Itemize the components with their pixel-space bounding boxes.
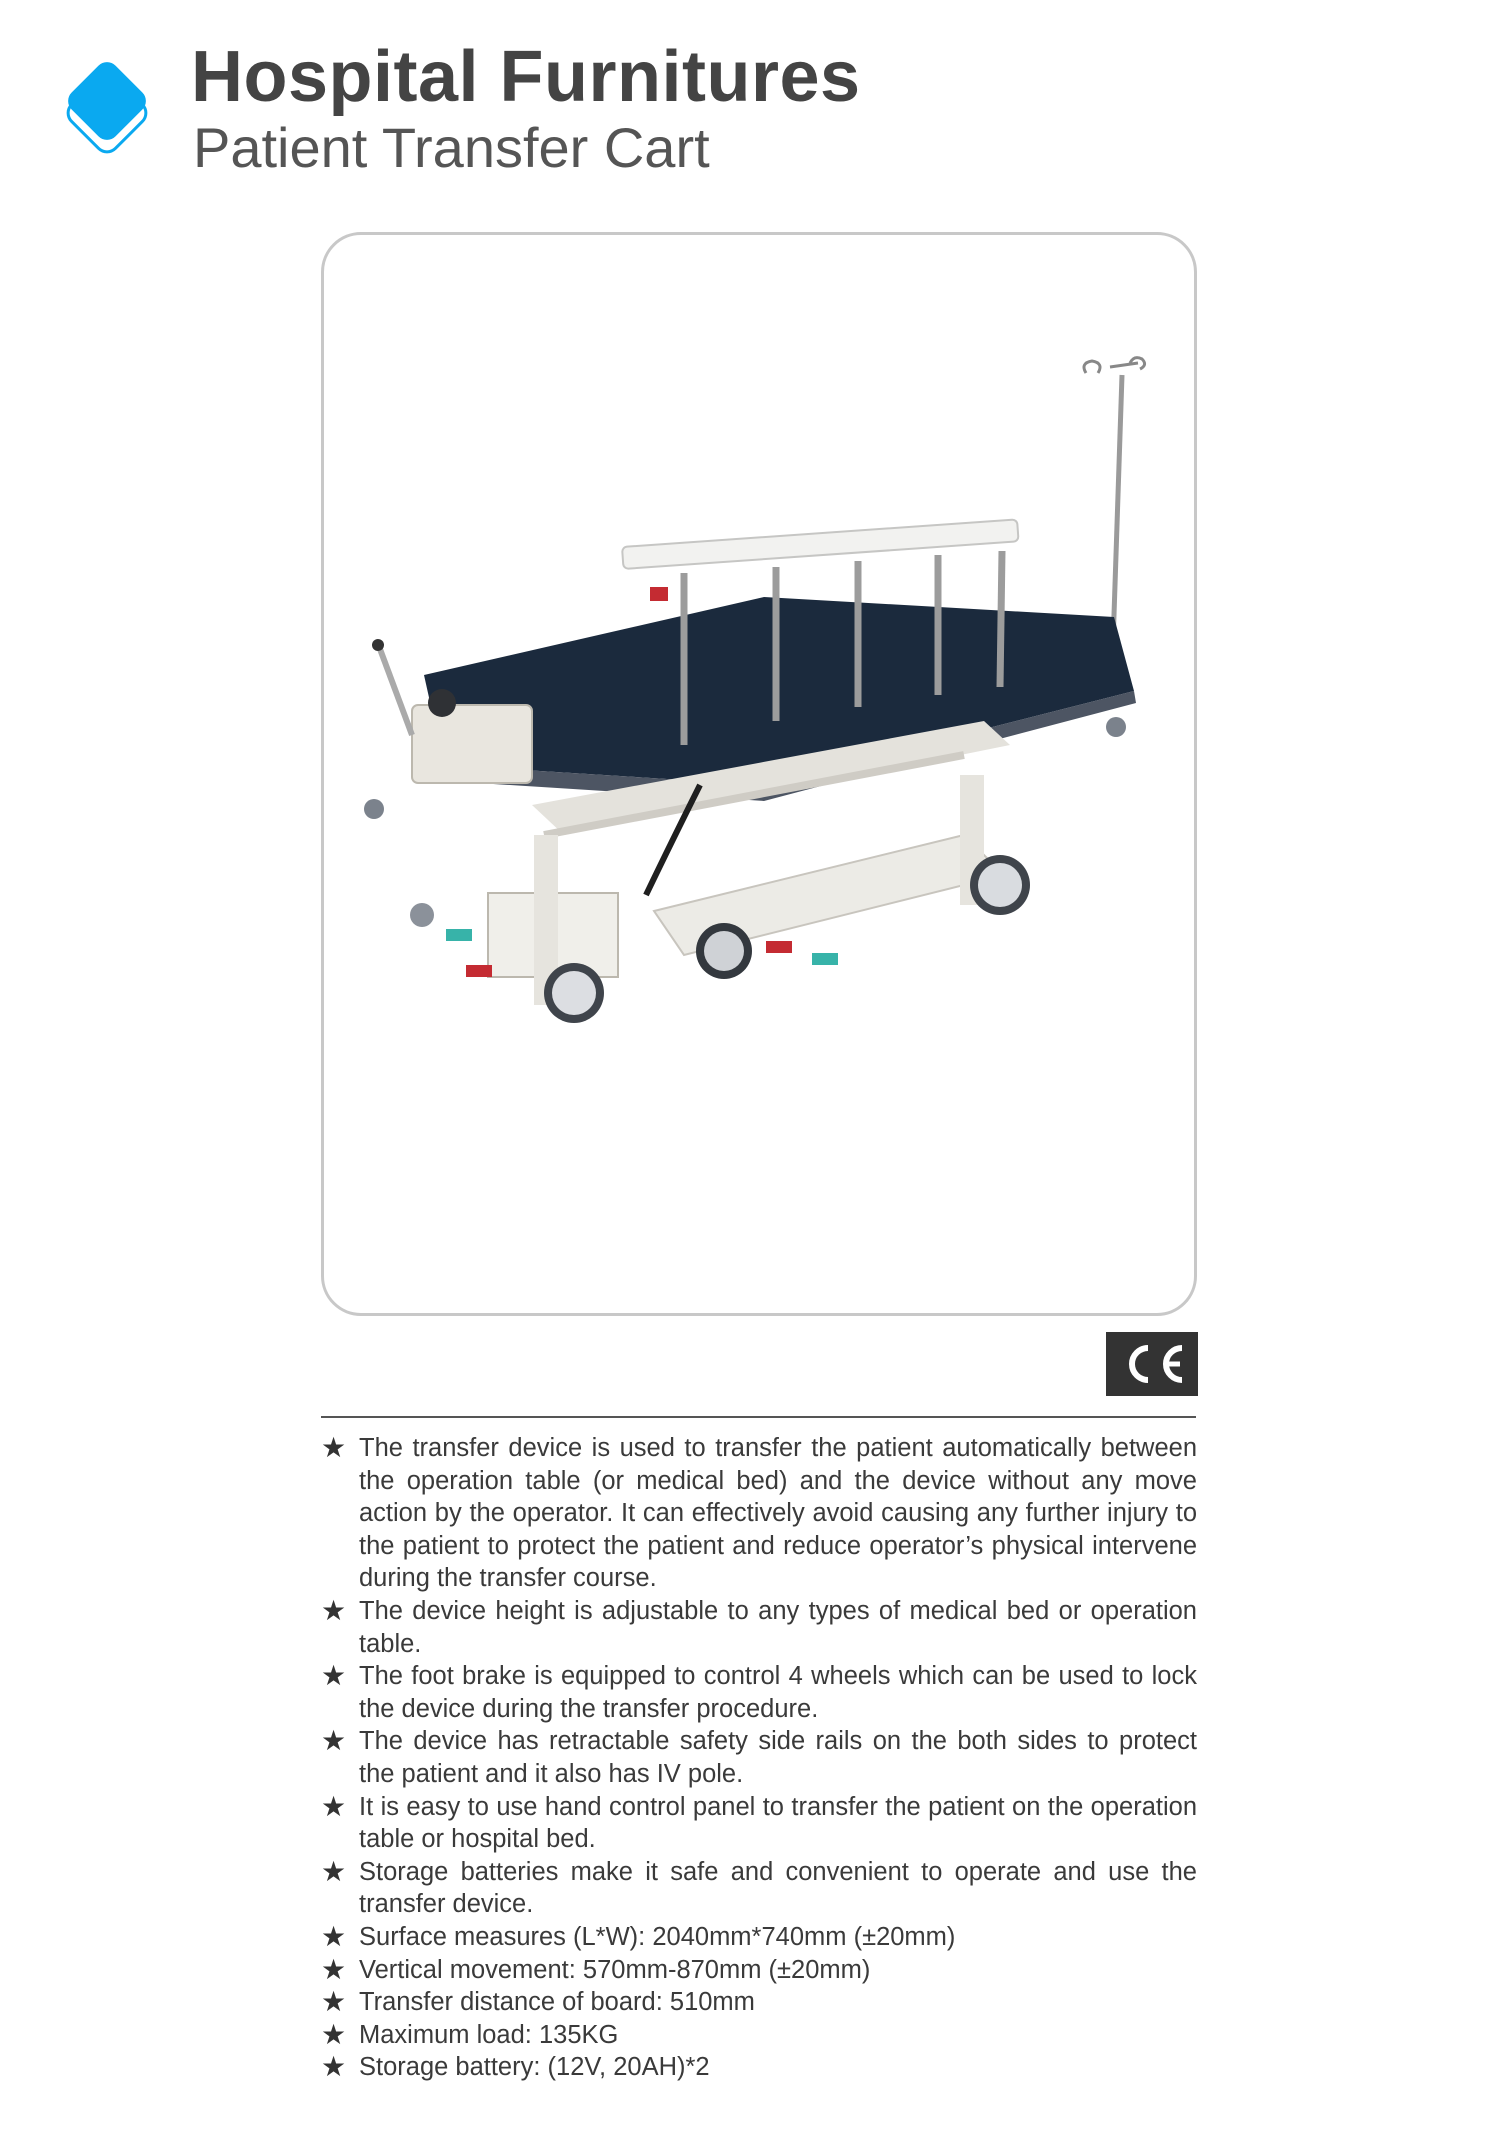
star-icon: ★ — [321, 1952, 347, 1986]
page-subtitle: Patient Transfer Cart — [193, 116, 710, 179]
feature-list — [321, 1432, 1197, 2084]
page-title: Hospital Furnitures — [191, 37, 861, 117]
section-divider — [321, 1416, 1196, 1418]
star-icon: ★ — [321, 2017, 347, 2051]
brand-logo-icon — [60, 54, 156, 164]
feature-text: The device height is adjustable to any types of medical bed or operation table. — [359, 1596, 1197, 1658]
patient-transfer-cart-photo — [324, 235, 1194, 1313]
feature-text: Surface measures (L*W): 2040mm*740mm (±20mm) — [359, 1922, 956, 1951]
feature-item — [321, 1954, 1197, 1987]
star-icon: ★ — [321, 1724, 347, 1758]
feature-text: Storage batteries make it safe and convenient to operate and use the transfer device. — [359, 1857, 1197, 1919]
feature-text: The foot brake is equipped to control 4 wheels which can be used to lock the device during the transfer procedure. — [359, 1662, 1197, 1723]
feature-item — [321, 1725, 1197, 1790]
star-icon: ★ — [321, 2050, 347, 2084]
feature-item — [321, 1595, 1197, 1660]
feature-item — [321, 1432, 1197, 1595]
product-photo-frame — [321, 232, 1197, 1316]
feature-text: Maximum load: 135KG — [359, 2020, 619, 2049]
feature-text: It is easy to use hand control panel to transfer the patient on the operation table or hospital bed. — [359, 1792, 1197, 1854]
feature-item — [321, 1986, 1197, 2019]
feature-item — [321, 1660, 1197, 1725]
star-icon: ★ — [321, 1593, 347, 1627]
star-icon: ★ — [321, 1431, 347, 1464]
star-icon: ★ — [321, 1919, 347, 1953]
feature-item — [321, 2051, 1197, 2084]
star-icon: ★ — [321, 1789, 347, 1823]
feature-item — [321, 1791, 1197, 1856]
feature-text: Vertical movement: 570mm-870mm (±20mm) — [359, 1955, 871, 1984]
feature-text: Storage battery: (12V, 20AH)*2 — [359, 2053, 710, 2082]
star-icon: ★ — [321, 1854, 347, 1888]
feature-text: The transfer device is used to transfer the patient automatically between the operation table (or medical bed) and the device without any move action by the operator. It can effectively avoid causing any further injury to the patient to protect the patient and reduce operator’s physical intervene during the transfer course. — [359, 1434, 1197, 1593]
feature-text: The device has retractable safety side rails on the both sides to protect the patient and it also has IV pole. — [359, 1727, 1197, 1788]
feature-text: Transfer distance of board: 510mm — [359, 1988, 755, 2017]
star-icon: ★ — [321, 1659, 347, 1693]
ce-mark-icon — [1106, 1332, 1198, 1396]
feature-item — [321, 1921, 1197, 1954]
star-icon: ★ — [321, 1985, 347, 2019]
feature-item — [321, 2019, 1197, 2052]
feature-item — [321, 1856, 1197, 1921]
